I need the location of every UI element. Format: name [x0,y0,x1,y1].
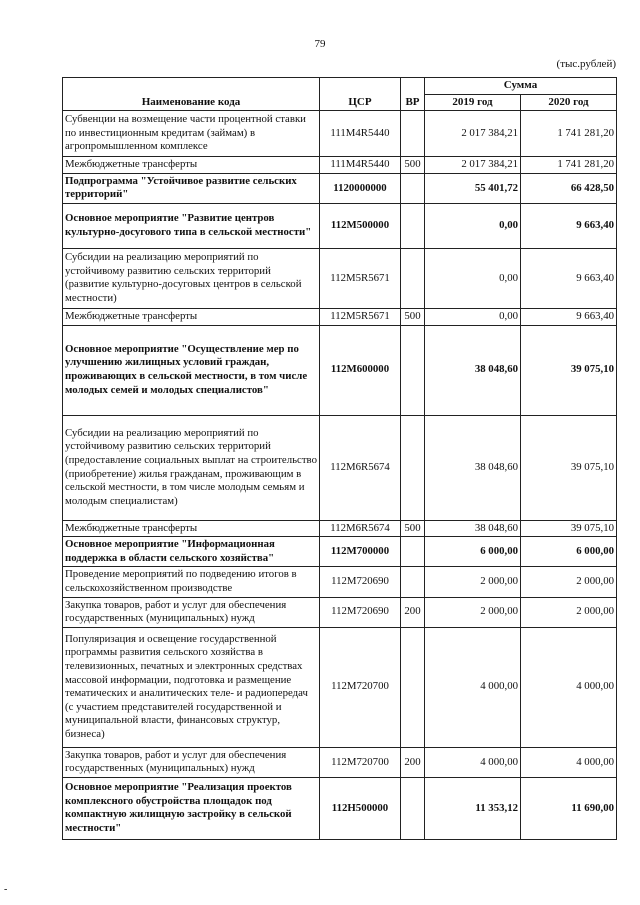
row-sum-2019: 0,00 [425,248,521,308]
row-sum-2019: 38 048,60 [425,325,521,415]
table-row [63,520,617,537]
row-csr: 112H500000 [320,777,401,839]
row-vr [401,777,425,839]
row-csr: 112M5R5671 [320,248,401,308]
row-sum-2020: 2 000,00 [521,597,617,627]
row-vr [401,325,425,415]
margin-mark: - [4,884,8,895]
row-csr: 112M6R5674 [320,520,401,537]
budget-table [62,77,617,840]
row-name: Субсидии на реализацию мероприятий по устойчивому развитию сельских территорий (предоставление социальных выплат на строительство (приобретение) жилья гражданам, проживающим в сельской местности, в том числе молодым семьям и молодым специалистам) [63,415,320,520]
row-csr: 111M4R5440 [320,157,401,174]
row-name: Межбюджетные трансферты [63,308,320,325]
row-name: Закупка товаров, работ и услуг для обеспечения государственных (муниципальных) нужд [63,597,320,627]
table-row [63,111,617,157]
row-sum-2019: 0,00 [425,308,521,325]
table-row [63,248,617,308]
row-sum-2020: 11 690,00 [521,777,617,839]
row-vr [401,173,425,203]
row-sum-2019: 2 000,00 [425,567,521,597]
row-vr: 500 [401,308,425,325]
row-sum-2019: 0,00 [425,203,521,248]
row-sum-2019: 55 401,72 [425,173,521,203]
table-row [63,627,617,747]
row-csr: 111M4R5440 [320,111,401,157]
row-sum-2019: 11 353,12 [425,777,521,839]
table-row [63,203,617,248]
row-name: Основное мероприятие "Развитие центров культурно-досугового типа в сельской местности" [63,203,320,248]
row-vr [401,415,425,520]
row-sum-2019: 38 048,60 [425,520,521,537]
row-csr: 112M720700 [320,747,401,777]
row-sum-2020: 9 663,40 [521,203,617,248]
row-sum-2019: 2 000,00 [425,597,521,627]
row-vr: 500 [401,157,425,174]
header-csr: ЦСР [320,78,401,111]
table-row [63,537,617,567]
row-csr: 112M720700 [320,627,401,747]
row-name: Закупка товаров, работ и услуг для обеспечения государственных (муниципальных) нужд [63,747,320,777]
row-sum-2020: 9 663,40 [521,248,617,308]
row-vr [401,248,425,308]
row-sum-2019: 4 000,00 [425,627,521,747]
row-csr: 112M720690 [320,597,401,627]
table-row [63,308,617,325]
row-name: Проведение мероприятий по подведению итогов в сельскохозяйственном производстве [63,567,320,597]
row-name: Основное мероприятие "Реализация проектов комплексного обустройства площадок под компактную жилищную застройку в сельской местности" [63,777,320,839]
row-name: Субсидии на реализацию мероприятий по устойчивому развитию сельских территорий (развитие культурно-досуговых центров в сельской местности) [63,248,320,308]
row-sum-2020: 66 428,50 [521,173,617,203]
row-vr: 200 [401,597,425,627]
row-csr: 112M6R5674 [320,415,401,520]
header-name: Наименование кода [63,78,320,111]
table-body [63,111,617,840]
row-sum-2020: 2 000,00 [521,567,617,597]
table-row [63,415,617,520]
header-year-2020: 2020 год [521,94,617,111]
units-note: (тыс.рублей) [556,58,616,70]
row-csr: 112M600000 [320,325,401,415]
row-vr [401,203,425,248]
row-sum-2019: 38 048,60 [425,415,521,520]
table-row [63,325,617,415]
row-sum-2020: 39 075,10 [521,415,617,520]
row-sum-2019: 2 017 384,21 [425,157,521,174]
row-sum-2019: 6 000,00 [425,537,521,567]
header-sum: Сумма [425,78,617,95]
row-vr: 200 [401,747,425,777]
row-vr [401,567,425,597]
table-row [63,747,617,777]
row-name: Межбюджетные трансферты [63,157,320,174]
row-vr [401,111,425,157]
row-sum-2020: 9 663,40 [521,308,617,325]
row-csr: 1120000000 [320,173,401,203]
header-year-2019: 2019 год [425,94,521,111]
row-csr: 112M700000 [320,537,401,567]
row-sum-2019: 4 000,00 [425,747,521,777]
row-name: Субвенции на возмещение части процентной ставки по инвестиционным кредитам (займам) в агропромышленном комплексе [63,111,320,157]
row-sum-2020: 1 741 281,20 [521,157,617,174]
row-name: Популяризация и освещение государственной программы развития сельского хозяйства в телевизионных, печатных и электронных средствах массовой информации, подготовка и размещение тематических и аналитических теле- и радиопередач (с участием представителей государственной и муниципальной власти, финансовых структур, бизнеса) [63,627,320,747]
row-sum-2020: 39 075,10 [521,520,617,537]
row-sum-2020: 1 741 281,20 [521,111,617,157]
table-row [63,157,617,174]
row-name: Межбюджетные трансферты [63,520,320,537]
row-sum-2020: 4 000,00 [521,747,617,777]
header-row-top [63,78,617,95]
row-vr [401,627,425,747]
table-row [63,567,617,597]
row-name: Основное мероприятие "Информационная поддержка в области сельского хозяйства" [63,537,320,567]
page-number: 79 [314,38,326,50]
table-row [63,173,617,203]
row-vr [401,537,425,567]
row-vr: 500 [401,520,425,537]
row-sum-2020: 39 075,10 [521,325,617,415]
row-sum-2020: 6 000,00 [521,537,617,567]
row-sum-2019: 2 017 384,21 [425,111,521,157]
table-row [63,597,617,627]
row-csr: 112M5R5671 [320,308,401,325]
row-csr: 112M500000 [320,203,401,248]
table-row [63,777,617,839]
row-csr: 112M720690 [320,567,401,597]
row-name: Подпрограмма "Устойчивое развитие сельских территорий" [63,173,320,203]
row-sum-2020: 4 000,00 [521,627,617,747]
row-name: Основное мероприятие "Осуществление мер по улучшению жилищных условий граждан, проживающих в сельской местности, в том числе молодых семей и молодых специалистов" [63,325,320,415]
header-vr: ВР [401,78,425,111]
